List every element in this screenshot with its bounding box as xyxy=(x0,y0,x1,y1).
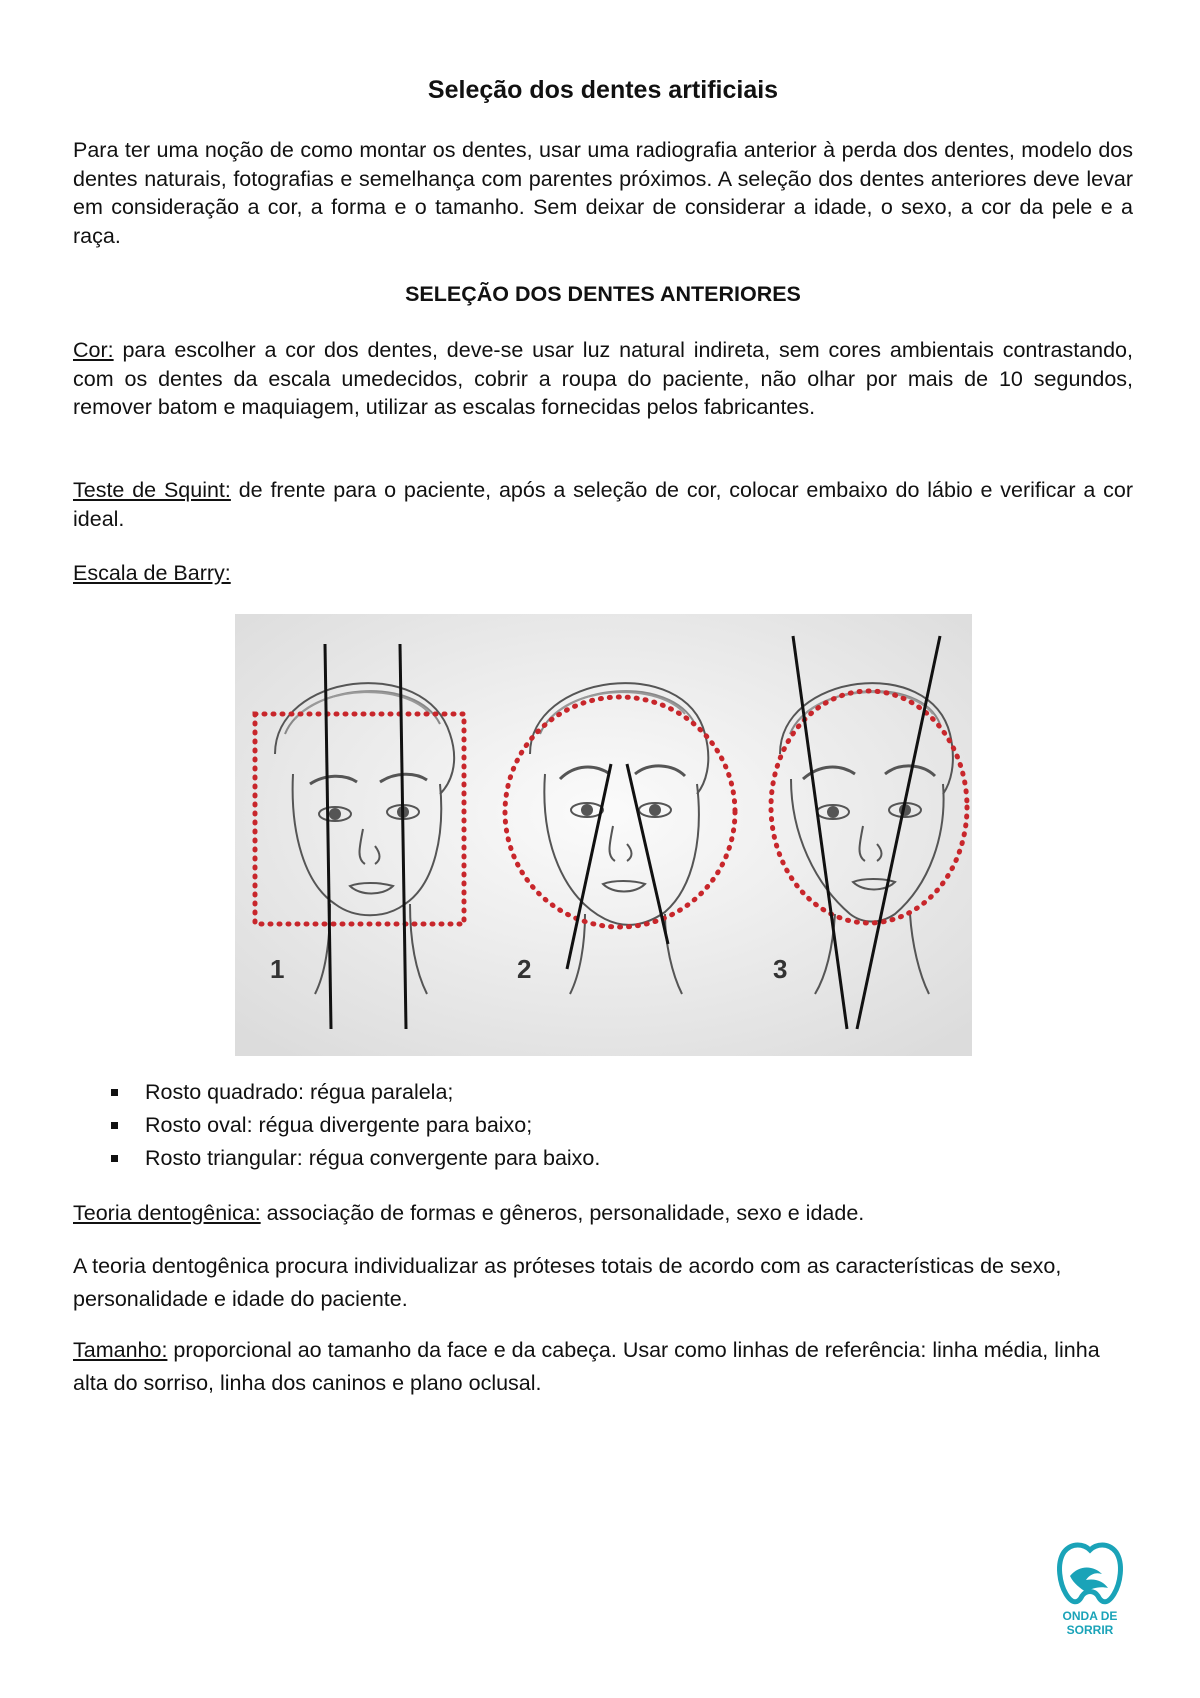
face-number-3: 3 xyxy=(773,954,788,984)
cor-paragraph xyxy=(73,336,1133,422)
dentogenica-paragraph xyxy=(73,1198,1133,1228)
tooth-logo-icon xyxy=(1050,1538,1130,1638)
dentogenica-label: Teoria dentogênica: xyxy=(73,1201,261,1225)
cor-text: para escolher a cor dos dentes, deve-se usar luz natural indireta, sem cores ambientais contrastando, com os dentes da escala umedecidos, cobrir a roupa do paciente, não olhar por mais de 10 segundos, remover batom e maquiagem, utilizar as escalas fornecidas pelos fabricantes. xyxy=(73,338,1133,419)
onda-de-sorrir-logo xyxy=(1050,1538,1130,1638)
face-number-2: 2 xyxy=(517,954,532,984)
logo-text-line1: ONDA DE xyxy=(1062,1609,1118,1623)
tamanho-paragraph xyxy=(73,1334,1133,1400)
tamanho-text: proporcional ao tamanho da face e da cabeça. Usar como linhas de referência: linha média, linha alta do sorriso, linha dos caninos e plano oclusal. xyxy=(73,1338,1100,1395)
face-number-1: 1 xyxy=(270,954,285,984)
barry-label: Escala de Barry: xyxy=(73,561,231,585)
dentogenica-text: associação de formas e gêneros, personalidade, sexo e idade. xyxy=(260,1201,865,1225)
list-item: Rosto triangular: régua convergente para baixo. xyxy=(73,1142,600,1175)
barry-paragraph xyxy=(73,559,1133,588)
face-shapes-figure xyxy=(235,614,972,1056)
squint-text: de frente para o paciente, após a seleção de cor, colocar embaixo do lábio e verificar a cor ideal. xyxy=(73,478,1134,531)
list-item: Rosto oval: régua divergente para baixo; xyxy=(73,1109,600,1142)
logo-text-line2: SORRIR xyxy=(1066,1623,1114,1637)
cor-label: Cor: xyxy=(73,338,114,362)
squint-label: Teste de Squint: xyxy=(73,478,231,502)
section-heading: SELEÇÃO DOS DENTES ANTERIORES xyxy=(405,282,801,306)
list-item: Rosto quadrado: régua paralela; xyxy=(73,1076,600,1109)
intro-paragraph: Para ter uma noção de como montar os dentes, usar uma radiografia anterior à perda dos dentes, modelo dos dentes naturais, fotografias e semelhança com parentes próximos. A seleção dos dentes anteriores deve levar em consideração a cor, a forma e o tamanho. Sem deixar de considerar a idade, o sexo, a cor da pele e a raça. xyxy=(73,138,1133,248)
document-title: Seleção dos dentes artificiais xyxy=(427,76,779,104)
face-shape-list xyxy=(73,1076,600,1175)
dentogenica-explanation: A teoria dentogênica procura individualizar as próteses totais de acordo com as características de sexo, personalidade e idade do paciente. xyxy=(73,1254,1062,1311)
squint-paragraph xyxy=(73,476,1133,533)
face-shapes-illustration xyxy=(235,614,972,1056)
tamanho-label: Tamanho: xyxy=(73,1338,168,1362)
